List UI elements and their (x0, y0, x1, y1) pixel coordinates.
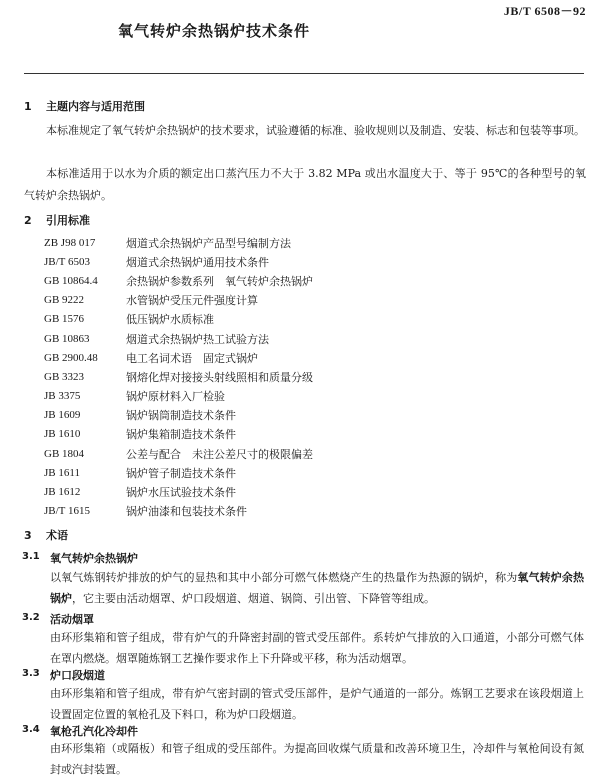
reference-name: 水管锅炉受压元件强度计算 (126, 294, 258, 308)
reference-item (44, 252, 584, 271)
reference-code: JB/T 1615 (44, 505, 90, 518)
term-number: 3.2 (22, 612, 40, 623)
reference-item (44, 329, 584, 348)
reference-item (44, 444, 584, 463)
section-number: 3 (24, 529, 32, 542)
reference-item (44, 291, 584, 310)
reference-item (44, 463, 584, 482)
reference-code: GB 1804 (44, 447, 85, 460)
term-name: 活动烟罩 (50, 613, 94, 626)
section-title: 主题内容与适用范围 (46, 100, 145, 113)
section-title: 术语 (46, 529, 68, 542)
reference-code: GB 2900.48 (44, 351, 98, 364)
reference-code: JB/T 6503 (44, 255, 90, 268)
term-definition: 由环形集箱和管子组成，带有炉气密封副的管式受压部件，是炉气通道的一部分。炼钢工艺要求在该段烟道上设置固定位置的氧枪孔及下料口，称为炉口段烟道。 (50, 687, 584, 721)
reference-item (44, 310, 584, 329)
reference-code: JB 3375 (44, 390, 81, 403)
section-3-heading (24, 527, 68, 543)
reference-code: GB 3323 (44, 370, 85, 383)
section-1-paragraph-2: 本标准适用于以水为介质的额定出口蒸汽压力不大于 3.82 MPa 或出水温度大于、等于 95℃的各种型号的氧气转炉余热锅炉。 (24, 167, 586, 202)
reference-name: 余热锅炉参数系列 氧气转炉余热锅炉 (126, 274, 313, 288)
section-number: 1 (24, 100, 32, 113)
term-name: 炉口段烟道 (50, 669, 105, 682)
term-number: 3.1 (22, 551, 40, 562)
reference-code: GB 9222 (44, 294, 85, 307)
reference-name: 锅炉原材料入厂检验 (126, 390, 225, 404)
reference-name: 锅炉油漆和包装技术条件 (126, 505, 247, 519)
reference-name: 钢熔化焊对接接头射线照相和质量分级 (126, 370, 313, 384)
section-number: 2 (24, 214, 32, 227)
reference-item (44, 348, 584, 367)
term-number: 3.3 (22, 668, 40, 679)
reference-item (44, 233, 584, 252)
reference-code: JB 1611 (44, 466, 80, 479)
title-divider (24, 73, 584, 74)
reference-code: JB 1612 (44, 486, 81, 499)
definition-text: 以氧气炼钢转炉排放的炉气的显热和其中小部分可燃气体燃烧产生的热量作为热源的锅炉，称为 (50, 571, 518, 584)
reference-name: 烟道式余热锅炉产品型号编制方法 (126, 236, 291, 250)
section-1-heading (24, 98, 145, 114)
definition-term-emphasis: 氧气转炉余热锅炉 (50, 571, 584, 605)
document-title: 氧气转炉余热锅炉技术条件 (118, 22, 311, 40)
standard-code: JB/T 6508－92 (503, 4, 586, 18)
reference-item (44, 425, 584, 444)
reference-name: 低压锅炉水质标准 (126, 313, 214, 327)
reference-name: 电工名词术语 固定式锅炉 (126, 351, 258, 365)
term-definition: 由环形集箱（或隔板）和管子组成的受压部件。为提高回收煤气质量和改善环境卫生，冷却件与氧枪间设有氮封或汽封装置。 (50, 742, 584, 776)
reference-item (44, 482, 584, 501)
section-2-heading (24, 212, 90, 228)
section-title: 引用标准 (46, 214, 90, 227)
reference-name: 公差与配合 未注公差尺寸的极限偏差 (126, 447, 313, 461)
reference-name: 锅炉锅筒制造技术条件 (126, 409, 236, 423)
reference-code: ZB J98 017 (44, 236, 96, 249)
reference-name: 锅炉管子制造技术条件 (126, 466, 236, 480)
reference-name: 锅炉水压试验技术条件 (126, 486, 236, 500)
term-definition: 由环形集箱和管子组成，带有炉气的升降密封副的管式受压部件。系转炉气排放的入口通道，小部分可燃气体在罩内燃烧。烟罩随炼钢工艺操作要求作上下升降或平移，称为活动烟罩。 (50, 631, 584, 665)
reference-item (44, 502, 584, 521)
reference-item (44, 271, 584, 290)
reference-code: GB 10864.4 (44, 274, 98, 287)
term-name: 氧枪孔汽化冷却件 (50, 725, 138, 738)
term-number: 3.4 (22, 724, 40, 735)
reference-code: GB 10863 (44, 332, 90, 345)
reference-name: 烟道式余热锅炉通用技术条件 (126, 255, 269, 269)
reference-item (44, 406, 584, 425)
reference-item (44, 367, 584, 386)
reference-list (44, 233, 584, 521)
reference-code: GB 1576 (44, 313, 85, 326)
definition-text: ，它主要由活动烟罩、炉口段烟道、烟道、锅筒、引出管、下降管等组成。 (72, 592, 435, 605)
reference-code: JB 1610 (44, 428, 81, 441)
reference-code: JB 1609 (44, 409, 81, 422)
reference-name: 锅炉集箱制造技术条件 (126, 428, 236, 442)
section-1-paragraph-1: 本标准规定了氧气转炉余热锅炉的技术要求，试验遵循的标准、验收规则以及制造、安装、标志和包装等事项。 (46, 124, 585, 137)
reference-name: 烟道式余热锅炉热工试验方法 (126, 332, 269, 346)
reference-item (44, 387, 584, 406)
term-definition (50, 567, 584, 609)
term-name: 氧气转炉余热锅炉 (50, 552, 138, 565)
